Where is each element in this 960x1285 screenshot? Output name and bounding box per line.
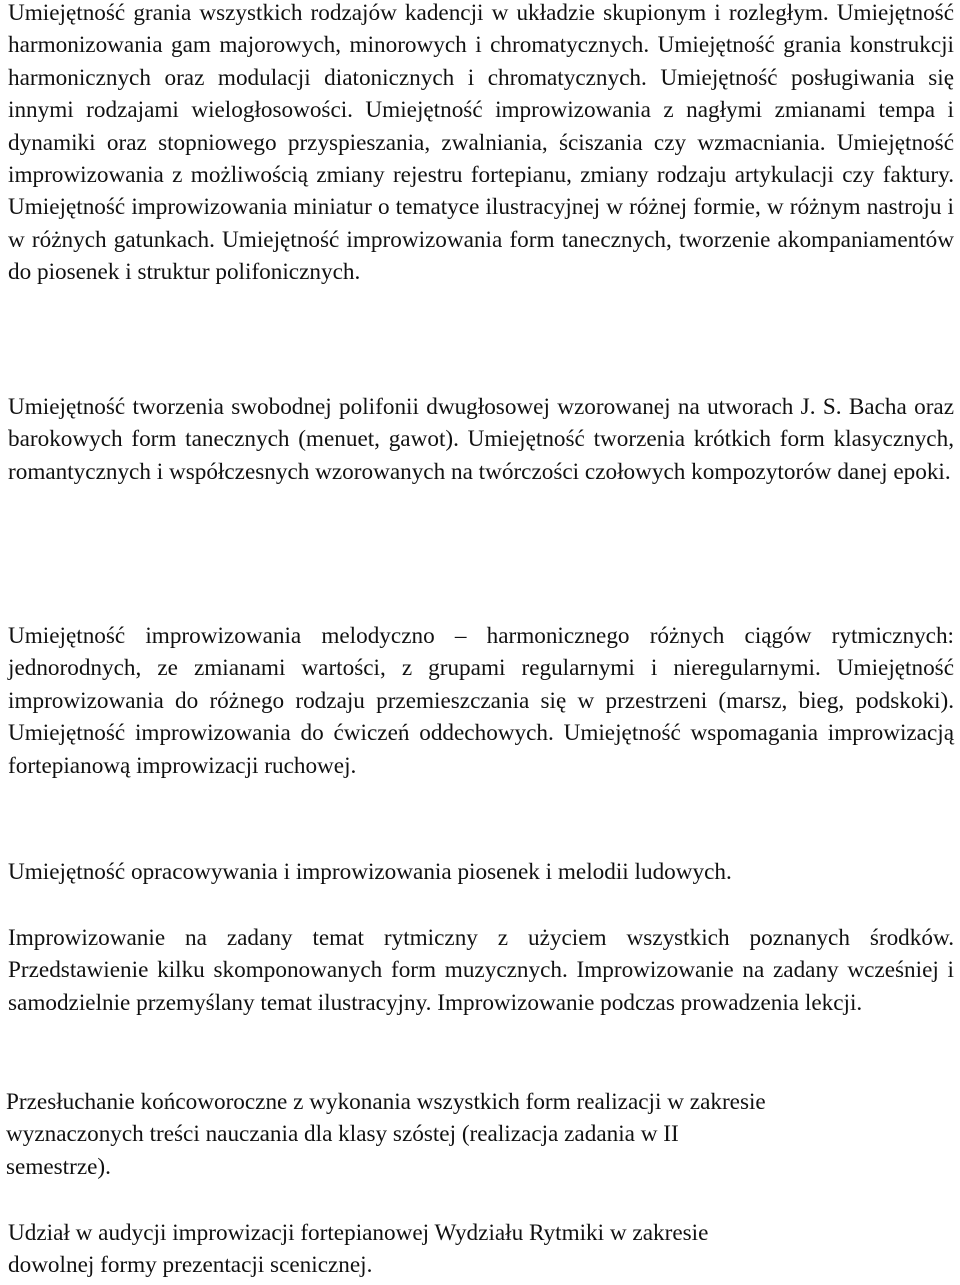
paragraph-skills-harmony-improvisation: Umiejętność grania wszystkich rodzajów kadencji w układzie skupionym i rozległym. Umiejętność harmonizowania gam majorowych, minorowych i chromatycznych. Umiejętność grania konstrukcji harmonicznych oraz modulacji diatonicznych i chromatycznych. Umiejętność posługiwania się innymi rodzajami wielogłosowości. Umiejętność improwizowania z nagłymi zmianami tempa i dynamiki oraz stopniowego przyspieszania, zwalniania, ściszania czy wzmacniania. Umiejętność improwizowania z możliwością zmiany rejestru fortepianu, zmiany rodzaju artykulacji czy faktury. Umiejętność improwizowania miniatur o tematyce ilustracyjnej w różnej formie, w różnym nastroju i w różnych gatunkach. Umiejętność improwizowania form tanecznych, tworzenie akompaniamentów do piosenek i struktur polifonicznych. [8, 0, 954, 286]
paragraph-polyphony-forms: Umiejętność tworzenia swobodnej polifonii dwugłosowej wzorowanej na utworach J. S. Bacha oraz barokowych form tanecznych (menuet, gawot). Umiejętność tworzenia krótkich form klasycznych, romantycznych i współczesnych wzorowanych na twórczości czołowych kompozytorów danej epoki. [8, 394, 954, 485]
paragraph-rhythmic-theme: Improwizowanie na zadany temat rytmiczny z użyciem wszystkich poznanych środków. Przedstawienie kilku skomponowanych form muzycznych. Improwizowanie na zadany wcześniej i samodzielnie przemyślany temat ilustracyjny. Improwizowanie podczas prowadzenia lekcji. [8, 925, 954, 1016]
paragraph-movement-improvisation: Umiejętność improwizowania melodyczno – harmonicznego różnych ciągów rytmicznych: jednorodnych, ze zmianami wartości, z grupami regularnymi i nieregularnymi. Umiejętność improwizowania do różnego rodzaju przemieszczania się w przestrzeni (marsz, bieg, podskoki). Umiejętność improwizowania do ćwiczeń oddechowych. Umiejętność wspomagania improwizacją fortepianową improwizacji ruchowej. [8, 623, 954, 779]
paragraph-audition: Udział w audycji improwizacji fortepianowej Wydziału Rytmiki w zakresie dowolnej formy prezentacji scenicznej. [8, 1220, 709, 1279]
paragraph-final-exam: Przesłuchanie końcoworoczne z wykonania wszystkich form realizacji w zakresie wyznaczonych treści nauczania dla klasy szóstej (realizacja zadania w II semestrze). [6, 1089, 766, 1180]
paragraph-folk-songs: Umiejętność opracowywania i improwizowania piosenek i melodii ludowych. [8, 859, 732, 885]
